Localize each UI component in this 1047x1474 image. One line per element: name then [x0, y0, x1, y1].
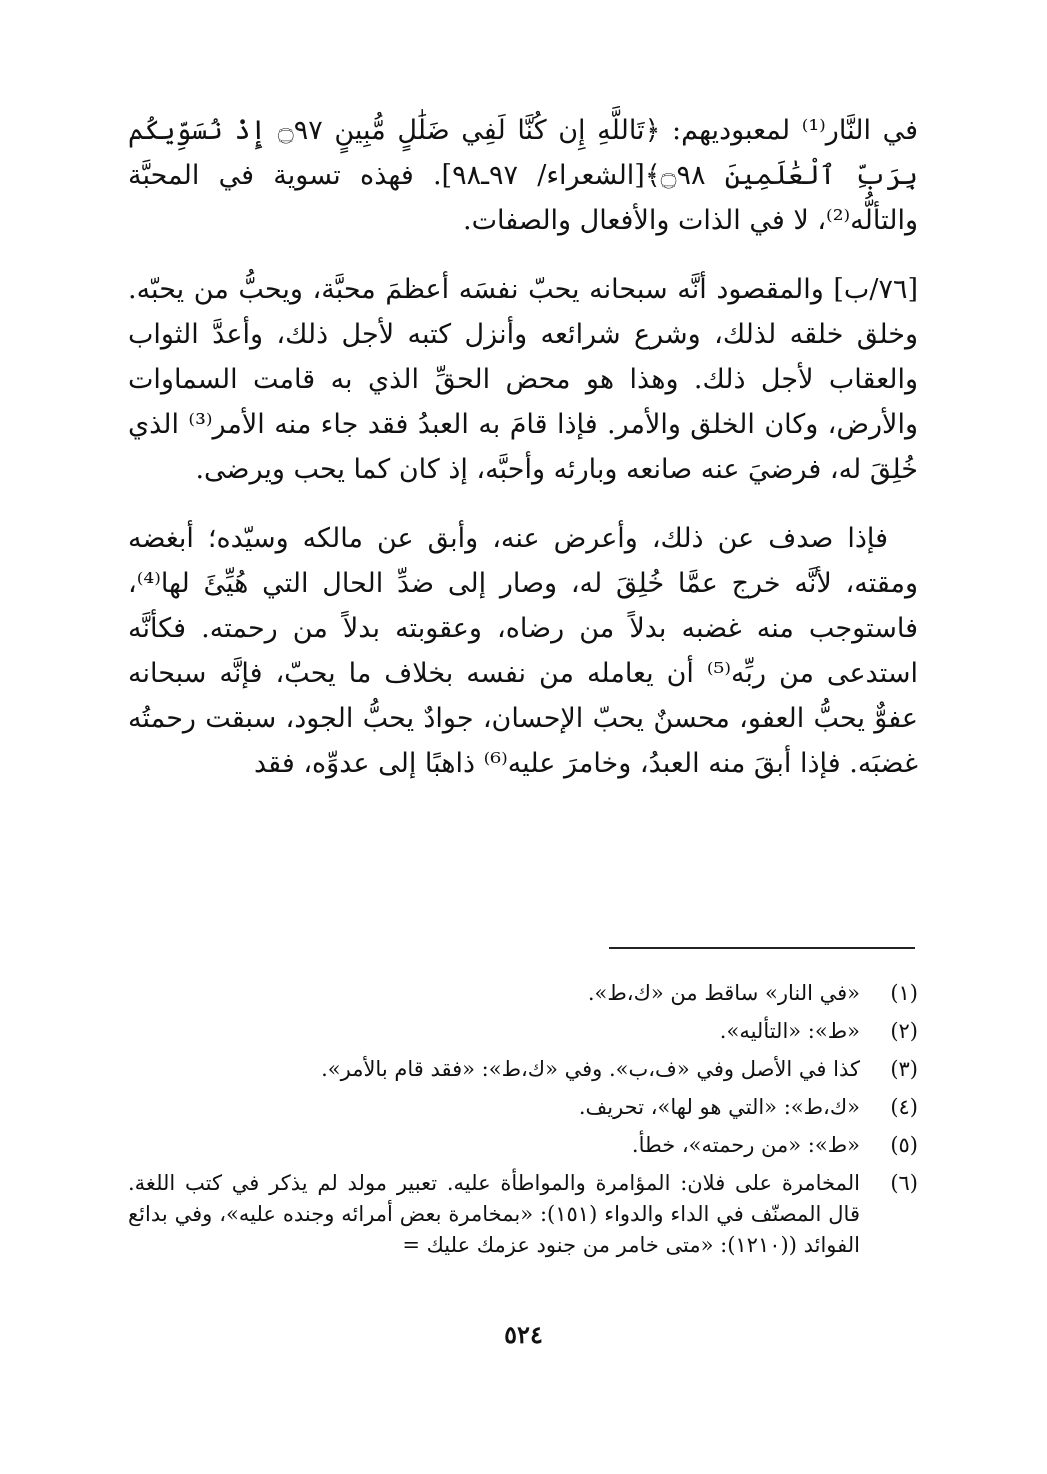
footnote-number: (٣): [890, 1057, 918, 1081]
paragraph-3: فإذا صدف عن ذلك، وأعرض عنه، وأبق عن مالكه وسيّده؛ أبغضه ومقته، لأنَّه خرج عمَّا خُلِقَ له، وصار إلى ضدِّ الحال التي هُيِّئَ لها⁽⁴⁾، فاستوجب منه غضبه بدلاً من رضاه، وعقوبته بدلاً من رحمته. فكأنَّه استدعى من ربِّه⁽⁵⁾ أن يعامله من نفسه بخلاف ما يحبّ، فإنَّه سبحانه عفوٌّ يحبُّ العفو، محسنٌ يحبّ الإحسان، جوادٌ يحبُّ الجود، سبقت رحمتُه غضبَه. فإذا أبقَ منه العبدُ، وخامرَ عليه⁽⁶⁾ ذاهبًا إلى عدوِّه، فقد: [128, 523, 918, 779]
footnotes: [128, 978, 918, 1268]
footnote-5: [128, 1130, 918, 1161]
footnote-1: [128, 978, 918, 1009]
footnote-number: (٢): [890, 1019, 918, 1043]
footnote-text: «ط»: «من رحمته»، خطأ.: [631, 1133, 860, 1157]
footnote-6: [128, 1168, 918, 1261]
paragraph-1: في النَّار⁽¹⁾ لمعبوديهم: ﴿تَاللَّهِ إِن كُنَّا لَفِي ضَلَٰلٍ مُّبِينٍ ۝٩٧ إِذْ نُسَوِّيكُم بِرَبِّ ٱلْعَٰلَمِينَ ۝٩٨﴾[الشعراء/ ٩٧ـ٩٨]. فهذه تسوية في المحبَّة والتألُّه⁽²⁾، لا في الذات والأفعال والصفات.: [128, 115, 919, 236]
footnote-divider: [609, 947, 915, 949]
footnote-3: [128, 1054, 918, 1085]
footnote-number: (١): [890, 981, 918, 1005]
footnote-text: «ك،ط»: «التي هو لها»، تحريف.: [578, 1095, 860, 1119]
footnote-2: [128, 1016, 918, 1047]
footnote-number: (٤): [890, 1095, 918, 1119]
footnote-number: (٦): [890, 1171, 918, 1195]
footnote-4: [128, 1092, 918, 1123]
footnote-text: «ط»: «التأليه».: [719, 1019, 860, 1043]
footnote-number: (٥): [890, 1133, 918, 1157]
footnote-text: كذا في الأصل وفي «ف،ب». وفي «ك،ط»: «فقد قام بالأمر».: [321, 1057, 860, 1081]
footnote-text: «في النار» ساقط من «ك،ط».: [587, 981, 860, 1005]
paragraph-2: [٧٦/ب] والمقصود أنَّه سبحانه يحبّ نفسَه أعظمَ محبَّة، ويحبُّ من يحبّه. وخلق خلقه لذلك، وشرع شرائعه وأنزل كتبه لأجل ذلك، وأعدَّ الثواب والعقاب لأجل ذلك. وهذا هو محض الحقِّ الذي به قامت السماوات والأرض، وكان الخلق والأمر. فإذا قامَ به العبدُ فقد جاء منه الأمر⁽³⁾ الذي خُلِقَ له، فرضيَ عنه صانعه وبارئه وأحبَّه، إذ كان كما يحب ويرضى.: [128, 274, 918, 485]
page-number: ٥٢٤: [504, 1320, 543, 1349]
main-text: [128, 108, 918, 786]
footnote-text: المخامرة على فلان: المؤامرة والمواطأة عليه. تعبير مولد لم يذكر في كتب اللغة. قال المصنّف في الداء والدواء (١٥١): «بمخامرة بعض أمرائه وجنده عليه»، وفي بدائع الفوائد ((١٢١٠): «متى خامر من جنود عزمك عليك =: [128, 1171, 860, 1257]
